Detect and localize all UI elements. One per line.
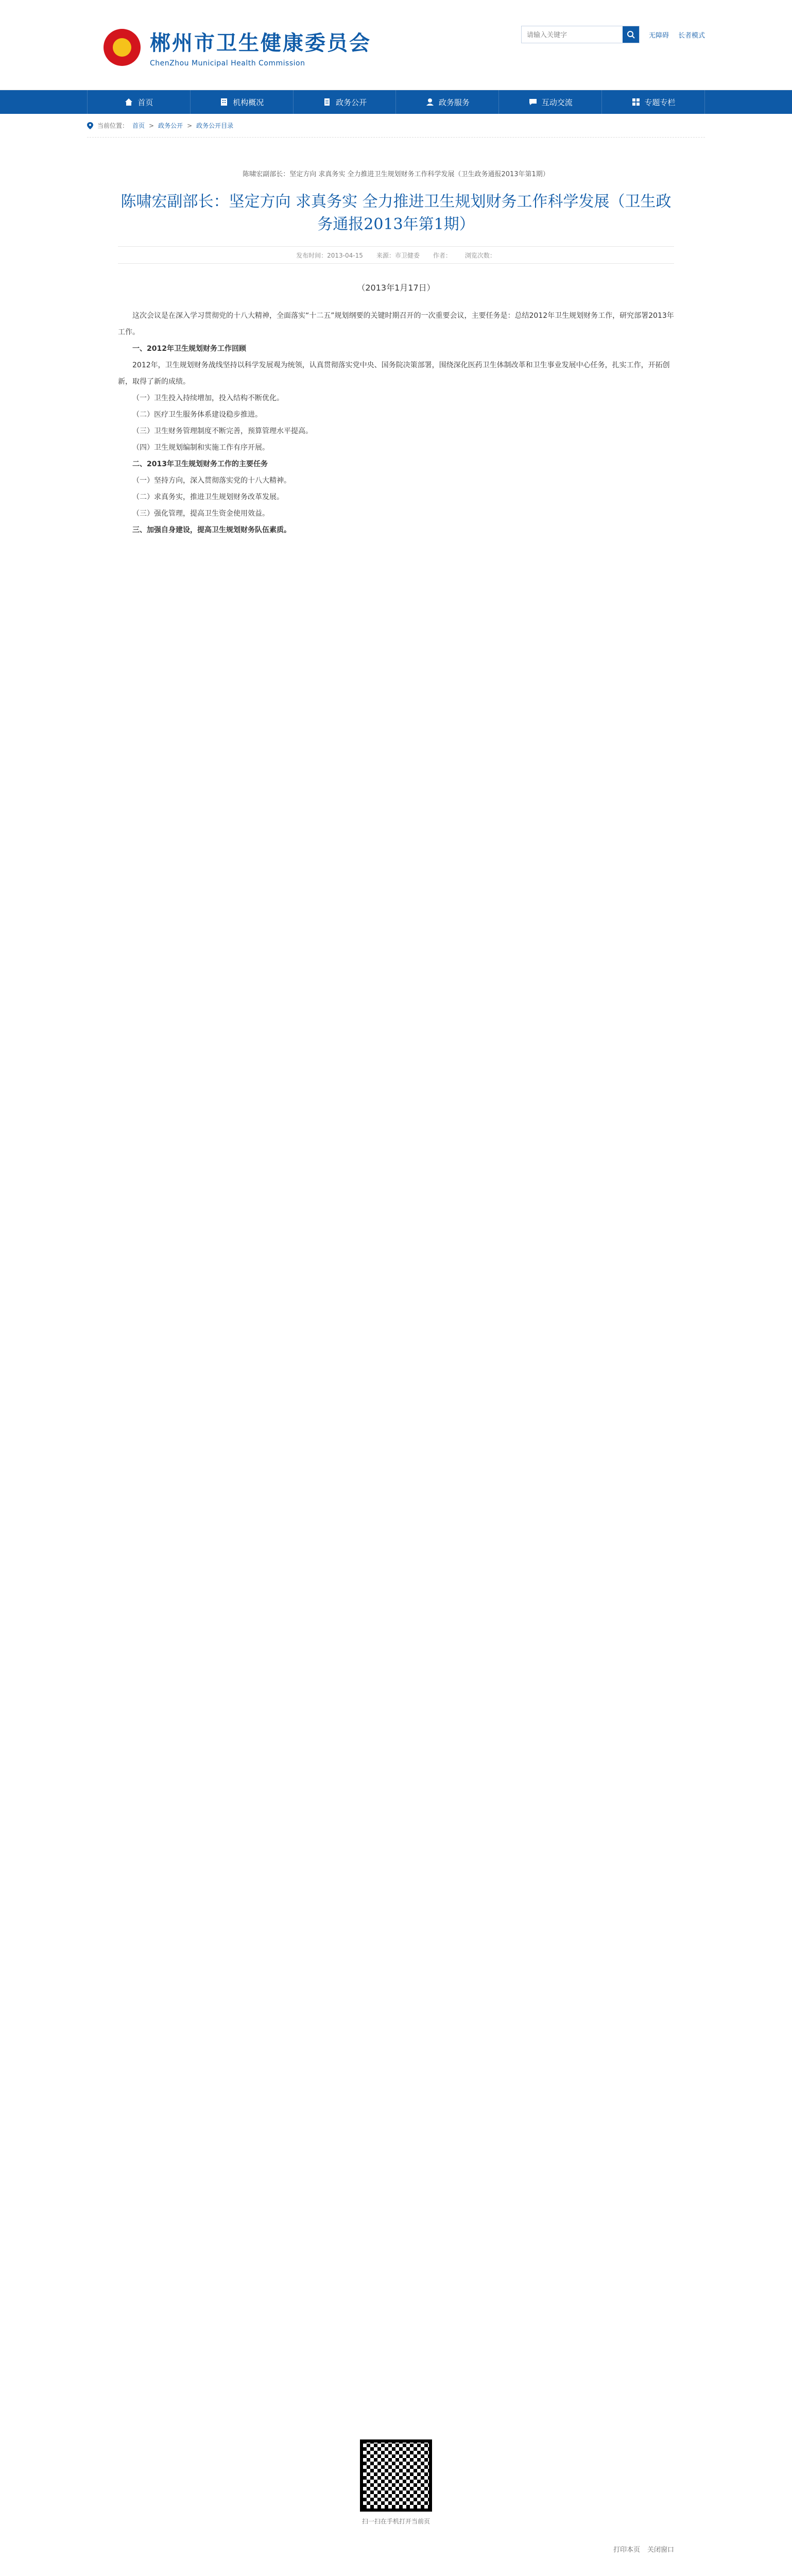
service-icon	[425, 97, 435, 107]
section-heading: 一、2012年卫生规划财务工作回顾	[132, 345, 246, 353]
breadcrumb-sep: >	[187, 122, 193, 129]
nav-label: 机构概况	[233, 97, 264, 107]
search-button[interactable]	[623, 26, 639, 43]
home-icon	[124, 97, 133, 107]
content-container	[87, 114, 705, 2554]
location-icon	[87, 122, 93, 129]
section-heading: 二、2013年卫生规划财务工作的主要任务	[132, 460, 268, 468]
breadcrumb	[87, 114, 705, 138]
search-icon	[627, 30, 635, 39]
source: 来源：市卫健委	[376, 251, 420, 259]
breadcrumb-catalog[interactable]: 政务公开目录	[196, 122, 234, 129]
nav-item-interaction[interactable]	[499, 90, 602, 114]
nav-label: 互动交流	[541, 97, 573, 107]
author: 作者：	[433, 251, 452, 259]
breadcrumb-home[interactable]: 首页	[132, 122, 145, 129]
grid-icon	[631, 97, 641, 107]
breadcrumb-prefix: 当前位置：	[97, 122, 129, 129]
paragraph: （三）卫生财务管理制度不断完善，预算管理水平提高。	[132, 427, 313, 435]
doc-icon	[322, 97, 332, 107]
article-title: 陈啸宏副部长：坚定方向 求真务实 全力推进卫生规划财务工作科学发展（卫生政务通报2013年第1期）	[120, 193, 672, 233]
accessibility-link[interactable]: 无障碍	[648, 31, 669, 40]
nav-item-open-government[interactable]	[294, 90, 397, 114]
paragraph: （四）卫生规划编制和实施工作有序开展。	[132, 444, 269, 452]
site-logo[interactable]	[104, 27, 371, 67]
qr-code-icon	[360, 2439, 432, 2512]
paragraph: 2012年，卫生规划财务战线坚持以科学发展观为统领，认真贯彻落实党中央、国务院决策部署，围绕深化医药卫生体制改革和卫生事业发展中心任务，扎实工作，开拓创新，取得了新的成绩。	[118, 361, 670, 386]
article-meta	[118, 246, 674, 264]
nav-label: 首页	[137, 97, 153, 107]
nav-label: 政务公开	[336, 97, 367, 107]
nav-label: 专题专栏	[644, 97, 676, 107]
paragraph: （二）求真务实，推进卫生规划财务改革发展。	[132, 493, 284, 501]
breadcrumb-open-government[interactable]: 政务公开	[158, 122, 183, 129]
search-box	[521, 26, 640, 43]
main-nav	[0, 90, 792, 114]
site-title: 郴州市卫生健康委员会	[150, 31, 371, 55]
nav-item-services[interactable]	[396, 90, 499, 114]
emblem-icon	[104, 29, 141, 66]
elder-mode-link[interactable]: 长者模式	[678, 31, 705, 40]
qr-caption: 扫一扫在手机打开当前页	[361, 2518, 430, 2525]
nav-item-home[interactable]	[87, 90, 191, 114]
article-body	[118, 308, 674, 538]
header-tools	[521, 26, 705, 43]
logo-text	[150, 27, 371, 67]
article-date: （2013年1月17日）	[357, 283, 435, 293]
print-button[interactable]: 打印本页	[613, 2546, 640, 2554]
view-count: 浏览次数：	[464, 251, 496, 259]
top-links	[649, 30, 705, 40]
nav-item-topics[interactable]	[602, 90, 705, 114]
article	[87, 138, 705, 2554]
nav-label: 政务服务	[438, 97, 470, 107]
article-lead: 陈啸宏副部长：坚定方向 求真务实 全力推进卫生规划财务工作科学发展（卫生政务通报2013年第1期）	[243, 171, 549, 178]
page-tools	[118, 2544, 674, 2554]
paragraph: （二）医疗卫生服务体系建设稳步推进。	[132, 411, 262, 419]
search-input[interactable]	[522, 26, 623, 43]
paragraph: （一）卫生投入持续增加，投入结构不断优化。	[132, 394, 284, 402]
close-window-button[interactable]: 关闭窗口	[647, 2546, 674, 2554]
section-heading: 三、加强自身建设，提高卫生规划财务队伍素质。	[132, 526, 291, 534]
article-body-continued	[118, 538, 674, 2419]
building-icon	[219, 97, 229, 107]
site-header	[0, 0, 792, 90]
nav-item-about[interactable]	[191, 90, 294, 114]
paragraph: 这次会议是在深入学习贯彻党的十八大精神，全面落实“十二五”规划纲要的关键时期召开的一次重要会议，主要任务是：总结2012年卫生规划财务工作，研究部署2013年工作。	[118, 312, 674, 336]
site-subtitle: ChenZhou Municipal Health Commission	[150, 59, 305, 67]
nav-list	[87, 90, 705, 114]
qr-block	[357, 2439, 435, 2526]
paragraph: （三）强化管理，提高卫生资金使用效益。	[132, 510, 269, 518]
chat-icon	[528, 97, 538, 107]
breadcrumb-sep: >	[149, 122, 154, 129]
paragraph: （一）坚持方向，深入贯彻落实党的十八大精神。	[132, 477, 291, 485]
publish-time: 发布时间：2013-04-15	[296, 251, 363, 259]
